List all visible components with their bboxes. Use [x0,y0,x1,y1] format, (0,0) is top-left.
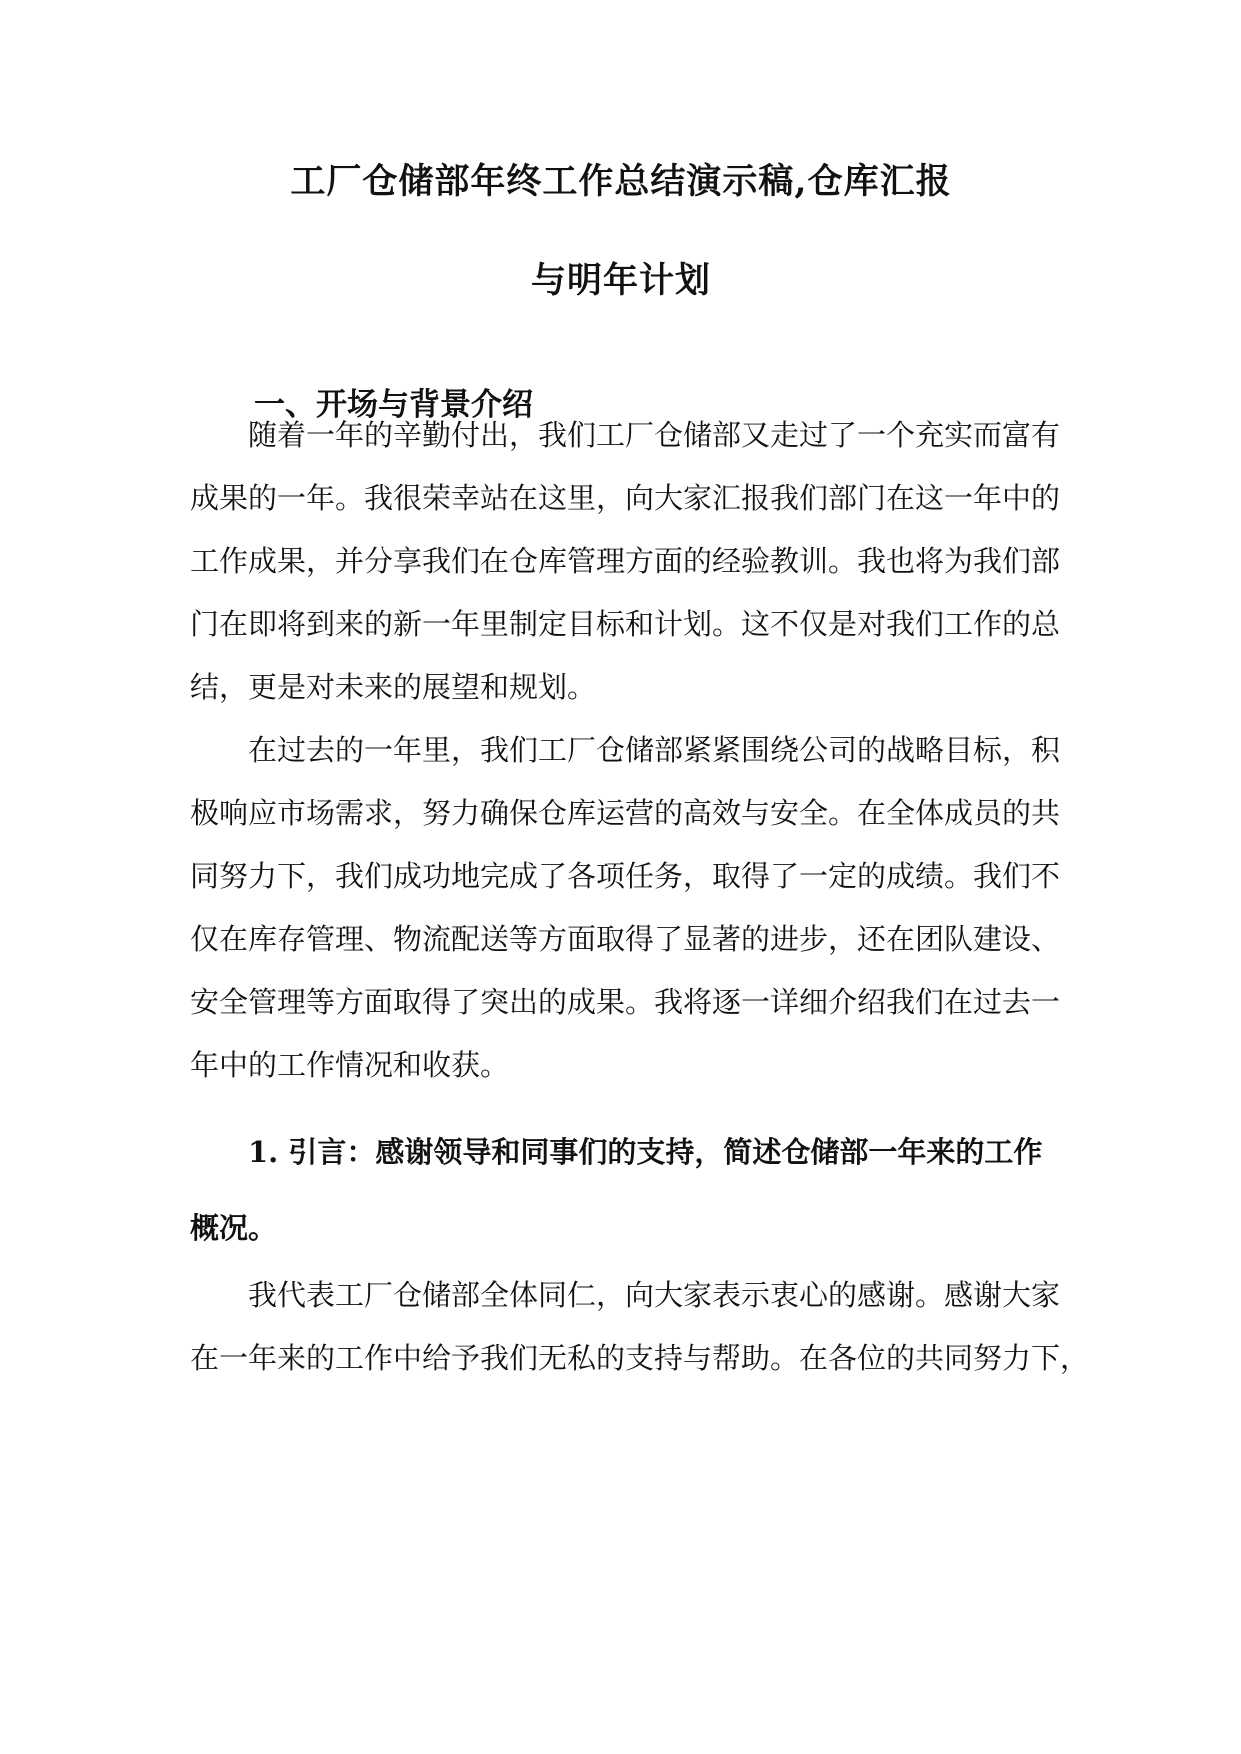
paragraph-2-line: 在过去的一年里，我们工厂仓储部紧紧围绕公司的战略目标，积 [248,733,1061,767]
paragraph-1-line: 门在即将到来的新一年里制定目标和计划。这不仅是对我们工作的总 [190,607,1061,641]
paragraph-2-line: 仅在库存管理、物流配送等方面取得了显著的进步，还在团队建设、 [190,922,1061,956]
paragraph-2-line: 年中的工作情况和收获。 [190,1048,510,1082]
paragraph-1-line: 结，更是对未来的展望和规划。 [190,670,597,704]
paragraph-2-line: 极响应市场需求，努力确保仓库运营的高效与安全。在全体成员的共 [190,796,1061,830]
subheading-line: 概况。 [190,1211,278,1245]
paragraph-1-line: 随着一年的辛勤付出，我们工厂仓储部又走过了一个充实而富有 [248,418,1061,452]
document-title-line-2: 与明年计划 [530,260,711,301]
paragraph-1-line: 工作成果，并分享我们在仓库管理方面的经验教训。我也将为我们部 [190,544,1061,578]
paragraph-3-line: 我代表工厂仓储部全体同仁，向大家表示衷心的感谢。感谢大家 [248,1278,1061,1312]
subheading-line: 1. 引言：感谢领导和同事们的支持，简述仓储部一年来的工作 [248,1135,1043,1169]
paragraph-2-line: 同努力下，我们成功地完成了各项任务，取得了一定的成绩。我们不 [190,859,1061,893]
section-heading: 一、开场与背景介绍 [254,387,533,423]
document-title-line-1: 工厂仓储部年终工作总结演示稿,仓库汇报 [290,161,952,202]
paragraph-2-line: 安全管理等方面取得了突出的成果。我将逐一详细介绍我们在过去一 [190,985,1061,1019]
paragraph-3-line: 在一年来的工作中给予我们无私的支持与帮助。在各位的共同努力下， [190,1341,1090,1375]
paragraph-1-line: 成果的一年。我很荣幸站在这里，向大家汇报我们部门在这一年中的 [190,481,1061,515]
